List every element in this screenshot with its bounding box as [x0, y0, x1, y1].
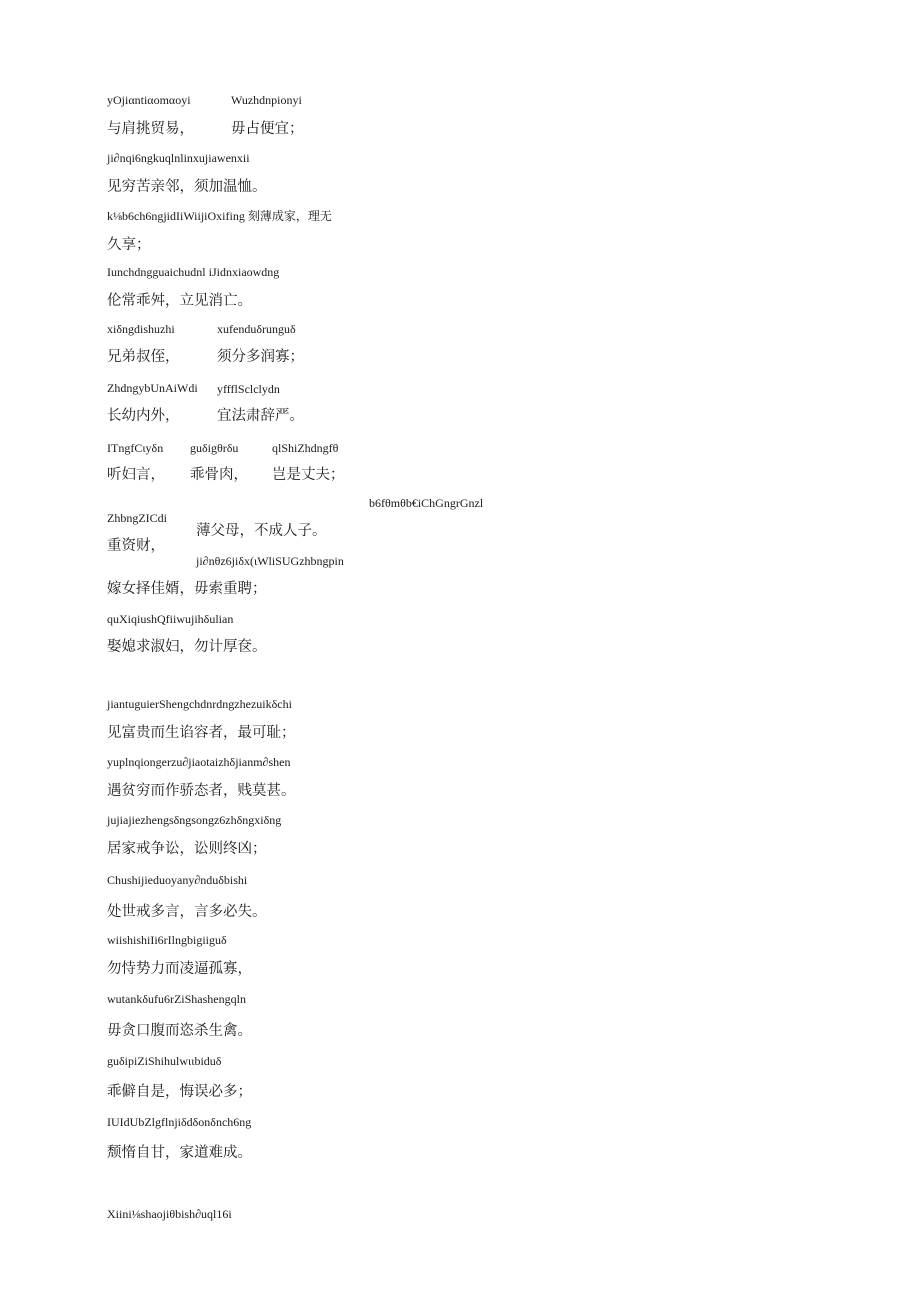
chinese-line: 嫁女择佳婿，毋索重聘； — [107, 581, 267, 597]
chinese-line: 娶媳求淑妇，勿计厚奁。 — [107, 639, 267, 655]
pinyin-line: guδipiZiShihulwιιbiduδ — [107, 1054, 222, 1068]
pinyin-line: wiishishiIi6rIlngbigiiguδ — [107, 933, 227, 947]
chinese-line: 岂是丈夫； — [272, 467, 345, 483]
pinyin-line: ji∂nqi6ngkuqlnlinxujiawenxii — [107, 151, 250, 165]
chinese-line: 须分多润寡； — [217, 349, 304, 365]
chinese-line: 居家戒争讼，讼则终凶； — [107, 841, 267, 857]
mixed-line: k⅛b6ch6ngjidIiWiijiOxifing 刻薄成家，理无 — [107, 209, 332, 223]
pinyin-line: yOjiαntiαomαoyi — [107, 93, 191, 107]
chinese-line: 毋贪口腹而恣杀生禽。 — [107, 1023, 252, 1039]
pinyin-line: guδigθrδu — [190, 441, 239, 455]
pinyin-line: xiδngdishuzhi — [107, 322, 175, 336]
pinyin-line: ZhbngZICdi — [107, 511, 167, 525]
pinyin-line: quXiqiushQfiiwujihδulian — [107, 612, 234, 626]
chinese-line: 重资财， — [107, 538, 165, 554]
pinyin-line: b6fθmθb€iChGngrGnzl — [369, 496, 484, 510]
chinese-line: 伦常乖舛，立见消亡。 — [107, 293, 252, 309]
chinese-line: 颓惰自甘，家道难成。 — [107, 1145, 252, 1161]
pinyin-line: xufenduδrunguδ — [217, 322, 296, 336]
chinese-line: 见穷苦亲邻，须加温恤。 — [107, 179, 267, 195]
chinese-line: 毋占便宜； — [231, 121, 304, 137]
chinese-line: 薄父母，不成人子。 — [196, 523, 327, 539]
chinese-line: 乖骨肉， — [190, 467, 248, 483]
chinese-line: 勿恃势力而凌逼孤寡， — [107, 961, 252, 977]
chinese-line: 久享； — [107, 237, 151, 253]
chinese-line: 遇贫穷而作骄态者，贱莫甚。 — [107, 783, 296, 799]
pinyin-line: Wuzhdnpionyi — [231, 93, 302, 107]
pinyin-line: ZhdngybUnAiWdi — [107, 381, 198, 395]
pinyin-line: yuplnqiongerzu∂jiaotaizhδjianm∂shen — [107, 755, 291, 769]
chinese-line: 兄弟叔侄， — [107, 349, 180, 365]
pinyin-line: jiantuguierShengchdnrdngzhezuikδchi — [107, 697, 292, 711]
pinyin-line: wutankδufu6rZiShashengqln — [107, 992, 246, 1006]
pinyin-line: qlShiZhdngfθ — [272, 441, 339, 455]
pinyin-line: yffflSclclydn — [217, 382, 280, 396]
pinyin-line: jujiajiezhengsδngsongz6zhδngxiδng — [107, 813, 282, 827]
chinese-line: 与肩挑贸易， — [107, 121, 194, 137]
chinese-line: 宜法肃辞严。 — [217, 408, 304, 424]
pinyin-line: Iunchdngguaichudnl iJidnxiaowdng — [107, 265, 280, 279]
chinese-line: 处世戒多言，言多必失。 — [107, 904, 267, 920]
chinese-line: 听妇言， — [107, 467, 165, 483]
pinyin-line: ji∂nθz6jiδx(ιWliSUGzhbngpin — [196, 554, 344, 568]
chinese-line: 长幼内外， — [107, 408, 180, 424]
pinyin-line: Xiini⅛shaojiθbish∂uql16i — [107, 1207, 232, 1221]
chinese-line: 乖僻自是，悔误必多； — [107, 1084, 252, 1100]
pinyin-line: Chushijieduoyany∂nduδbishi — [107, 873, 248, 887]
chinese-line: 见富贵而生谄容者，最可耻； — [107, 725, 296, 741]
pinyin-line: ITngfCιyδn — [107, 441, 164, 455]
pinyin-line: IUIdUbZlgflnjiδdδonδnch6ng — [107, 1115, 252, 1129]
